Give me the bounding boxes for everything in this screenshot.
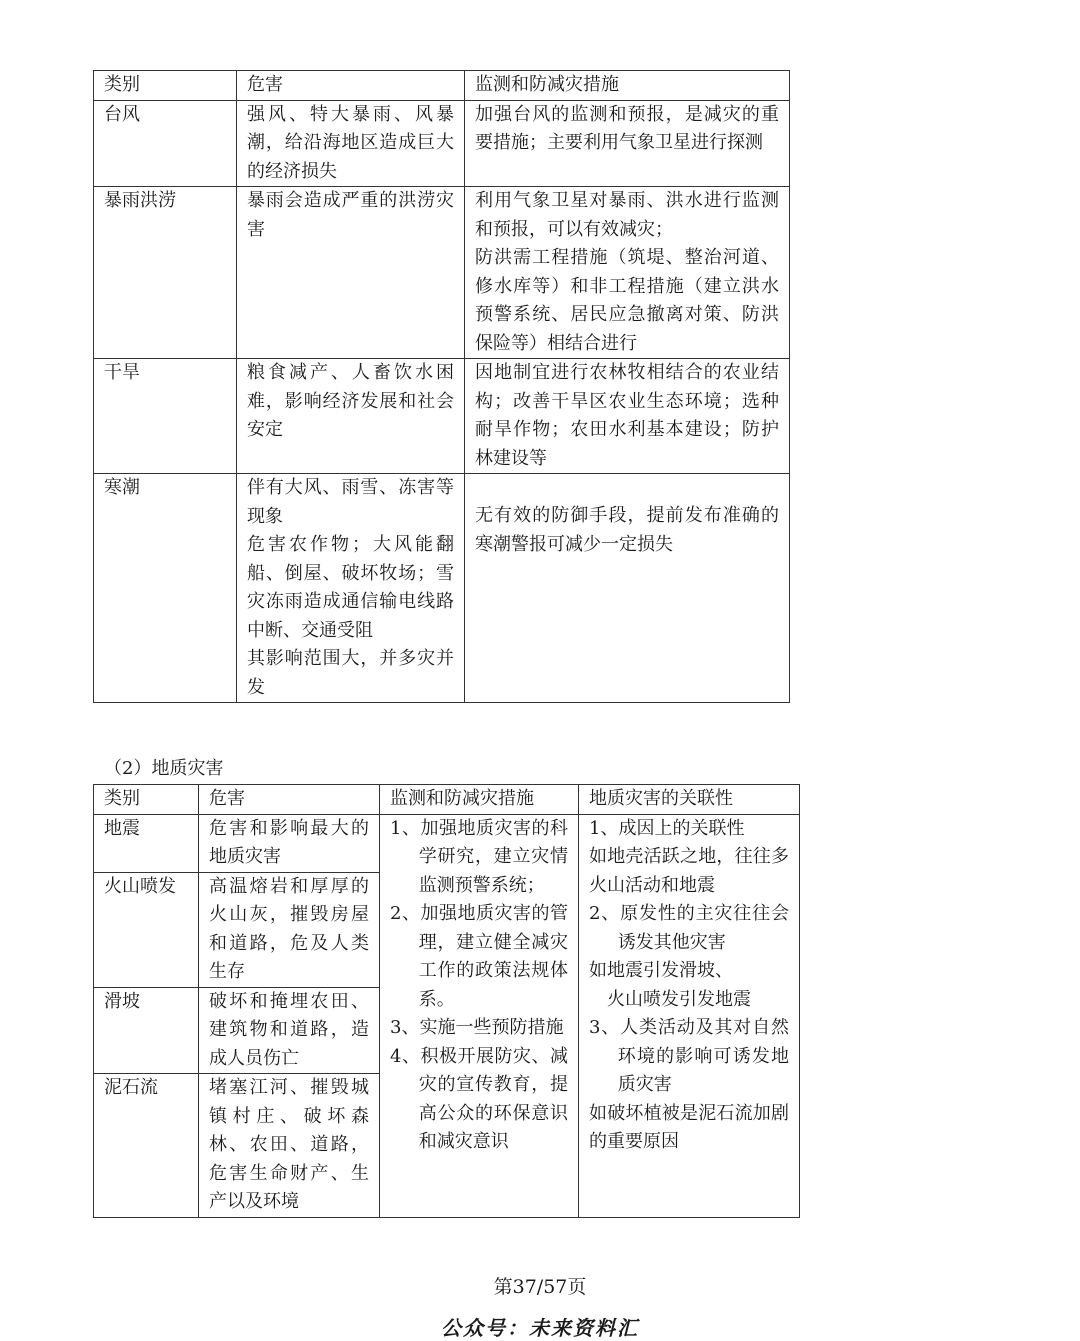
row-harm: 高温熔岩和厚厚的火山灰，摧毁房屋和道路，危及人类生存 [199, 872, 380, 987]
geological-disaster-table [93, 784, 800, 1218]
row-harm: 破坏和掩埋农田、建筑物和道路，造成人员伤亡 [199, 987, 380, 1074]
table-row [94, 814, 800, 872]
relation-item: 如地壳活跃之地，往往多火山活动和地震 [589, 846, 789, 896]
relations-cell [579, 814, 800, 1217]
row-measures [465, 100, 790, 187]
row-harm: 堵塞江河、摧毁城镇村庄、破坏森林、农田、道路，危害生命财产、生产以及环境 [199, 1074, 380, 1218]
harm-text: 伴有大风、雨雪、冻害等现象 [247, 477, 454, 527]
section-title: （2）地质灾害 [104, 758, 224, 779]
header-relations: 地质灾害的关联性 [579, 785, 800, 815]
header-harm: 危害 [199, 785, 380, 815]
row-measures [465, 187, 790, 359]
header-measures: 监测和防减灾措施 [465, 71, 790, 101]
table-row [94, 100, 790, 187]
header-harm: 危害 [237, 71, 465, 101]
row-harm [237, 100, 465, 187]
relation-item: 3、人类活动及其对自然环境的影响可诱发地质灾害 [589, 1017, 789, 1095]
harm-text: 暴雨会造成严重的洪涝灾害 [247, 190, 454, 240]
measures-text: 防洪需工程措施（筑堤、整治河道、修水库等）和非工程措施（建立洪水预警系统、居民应急撤离对策、防洪保险等）相结合进行 [475, 247, 779, 354]
row-category: 干旱 [94, 359, 237, 474]
row-measures [465, 474, 790, 703]
header-measures: 监测和防减灾措施 [380, 785, 579, 815]
harm-text: 危害农作物；大风能翻船、倒屋、破坏牧场；雪灾冻雨造成通信输电线路中断、交通受阻 [247, 534, 454, 641]
relation-item: 1、成因上的关联性 [589, 817, 745, 839]
row-harm [237, 474, 465, 703]
measures-text: 因地制宜进行农林牧相结合的农业结构；改善干旱区农业生态环境；选种耐旱作物；农田水利基本建设；防护林建设等 [475, 362, 779, 469]
table-header-row [94, 71, 790, 101]
row-harm [237, 187, 465, 359]
page-number: 第37/57页 [493, 1276, 587, 1298]
measures-text: 利用气象卫星对暴雨、洪水进行监测和预报，可以有效减灾； [475, 190, 779, 240]
header-category: 类别 [94, 71, 237, 101]
harm-text: 强风、特大暴雨、风暴潮，给沿海地区造成巨大的经济损失 [247, 103, 454, 182]
row-category: 暴雨洪涝 [94, 187, 237, 359]
row-category: 寒潮 [94, 474, 237, 703]
measure-item: 3、实施一些预防措施 [390, 1017, 564, 1038]
row-harm [237, 359, 465, 474]
measure-item: 2、加强地质灾害的管理，建立健全减灾工作的政策法规体系。 [390, 903, 568, 1010]
relation-item: 如地震引发滑坡、 [589, 960, 733, 981]
relation-item: 火山喷发引发地震 [607, 988, 751, 1010]
table-row [94, 359, 790, 474]
row-category: 台风 [94, 100, 237, 187]
measures-text: 无有效的防御手段，提前发布准确的寒潮警报可减少一定损失 [475, 505, 779, 555]
row-category: 地震 [94, 814, 199, 872]
measure-item: 1、加强地质灾害的科学研究，建立灾情监测预警系统； [390, 817, 568, 896]
meteorological-disaster-table [93, 70, 790, 703]
row-category: 火山喷发 [94, 872, 199, 987]
row-category: 滑坡 [94, 987, 199, 1074]
measures-cell [380, 814, 579, 1217]
table-row [94, 474, 790, 703]
measures-text: 加强台风的监测和预报，是减灾的重要措施；主要利用气象卫星进行探测 [475, 103, 779, 153]
row-measures [465, 359, 790, 474]
measure-item: 4、积极开展防灾、减灾的宣传教育，提高公众的环保意识和减灾意识 [390, 1045, 568, 1152]
relation-item: 2、原发性的主灾往往会诱发其他灾害 [589, 903, 789, 953]
relation-item: 如破坏植被是泥石流加剧的重要原因 [589, 1102, 789, 1152]
harm-text: 其影响范围大，并多灾并发 [247, 648, 454, 698]
table-row [94, 187, 790, 359]
row-category: 泥石流 [94, 1074, 199, 1218]
table-header-row [94, 785, 800, 815]
footer-watermark: 公众号：未来资料汇 [441, 1316, 639, 1340]
row-harm: 危害和影响最大的地质灾害 [199, 814, 380, 872]
header-category: 类别 [94, 785, 199, 815]
harm-text: 粮食减产、人畜饮水困难，影响经济发展和社会安定 [247, 362, 454, 440]
